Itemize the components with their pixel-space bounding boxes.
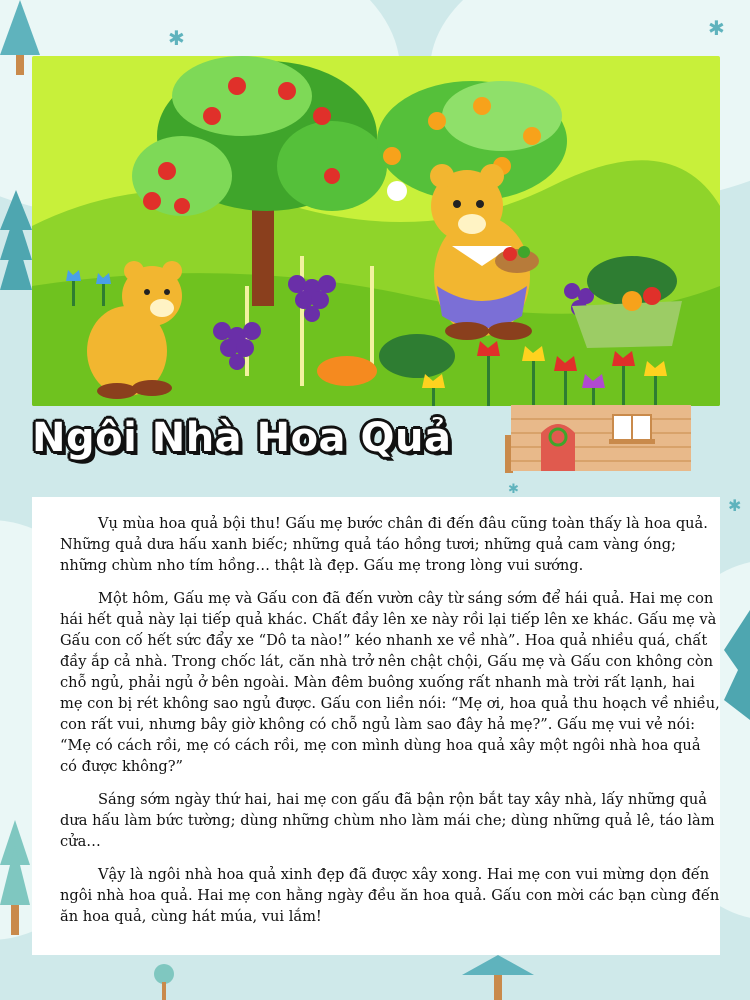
story-paragraph: Sáng sớm ngày thứ hai, hai mẹ con gấu đã bận rộn bắt tay xây nhà, lấy những quả dưa hấu làm bức tường; dùng những chùm nho làm mái che; dùng những quả lê, táo làm cửa… xyxy=(60,791,715,850)
story-paragraph: Vậy là ngôi nhà hoa quả xinh đẹp đã được xây xong. Hai mẹ con vui mừng dọn đến ngôi nhà hoa quả. Hai mẹ con hằng ngày đều ăn hoa quả. Gấu con mời các bạn cùng đến ăn hoa quả, cùng hát múa, vui lắm! xyxy=(60,866,720,925)
title-block xyxy=(32,415,522,485)
pine-tree-icon xyxy=(0,820,30,940)
snowflake-icon: ✱ xyxy=(728,496,742,515)
pine-tree-icon xyxy=(0,190,32,300)
page-title: Ngôi Nhà Hoa Quả xyxy=(32,415,452,461)
story-paragraph: Vụ mùa hoa quả bội thu! Gấu mẹ bước chân đi đến đâu cũng toàn thấy là hoa quả. Những quả dưa hấu xanh biếc; những quả táo hồng tươi; những quả cam vàng óng; những chùm nho tím hồng… thật là đẹp. Gấu mẹ trong lòng vui sướng. xyxy=(60,515,708,574)
pine-tree-icon xyxy=(462,955,534,1000)
snowflake-icon: ✱ xyxy=(708,16,725,40)
story-body xyxy=(60,513,720,939)
story-paragraph: Một hôm, Gấu mẹ và Gấu con đã đến vườn cây từ sáng sớm để hái quả. Hai mẹ con hái hết quả này lại tiếp quả khác. Chất đầy lên xe này rồi lại tiếp lên xe khác. Gấu mẹ và Gấu con cố hết sức đẩy xe “Dô ta nào!” kéo nhanh xe về nhà”. Hoa quả nhiều quá, chất đầy ắp cả nhà. Trong chốc lát, căn nhà trở nên chật chội, Gấu mẹ và Gấu con không còn chỗ ngủ, phải ngủ ở bên ngoài. Màn đêm buông xuống rất nhanh mà trời rất lạnh, hai mẹ con bị rét không sao ngủ được. Gấu con liền nói: “Mẹ ơi, hoa quả thu hoạch về nhiều, con rất vui, nhưng bây giờ không có chỗ ngủ làm sao đây hả mẹ?”. Gấu mẹ vui vẻ nói: “Mẹ có cách rồi, mẹ có cách rồi, mẹ con mình dùng hoa quả xây một ngôi nhà hoa quả có được không?” xyxy=(60,590,720,775)
snowflake-icon: ✱ xyxy=(168,26,185,50)
snowflake-icon: ✱ xyxy=(508,482,519,497)
house-icon xyxy=(505,405,700,473)
pine-tree-icon xyxy=(724,610,750,720)
pine-tree-icon xyxy=(150,962,178,1000)
story-text-card xyxy=(32,497,720,955)
story-illustration xyxy=(32,56,720,406)
